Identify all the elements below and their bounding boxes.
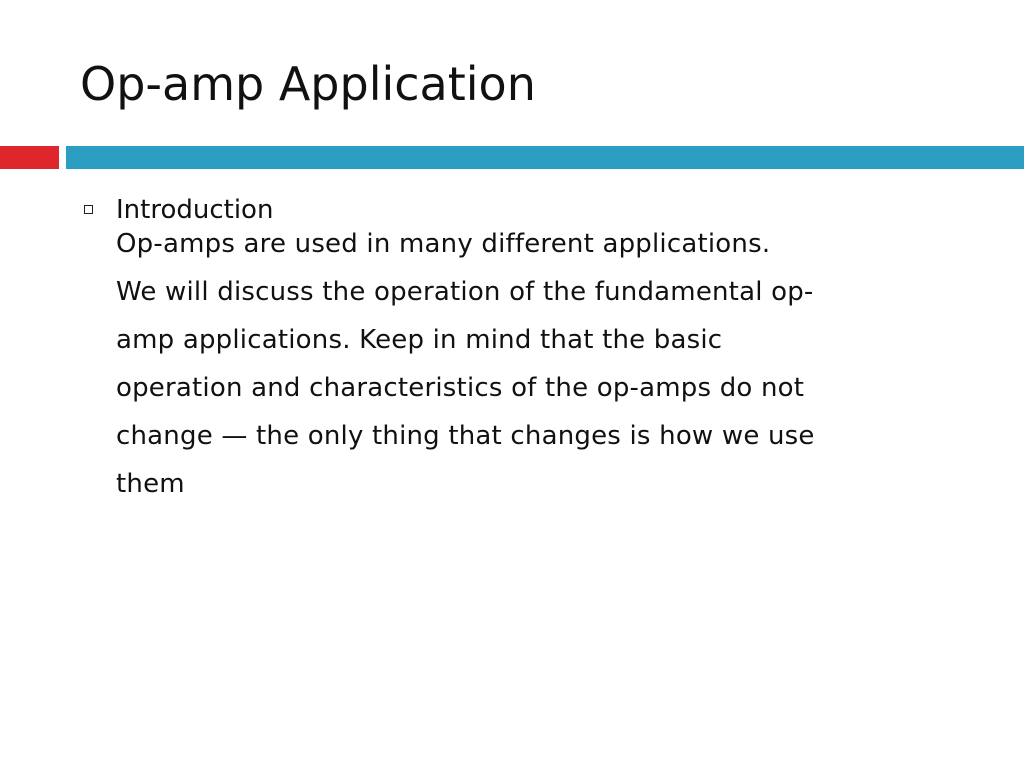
body-line: Op-amps are used in many different applications. [116, 229, 771, 259]
body-line: operation and characteristics of the op-amps do not [116, 373, 805, 403]
body-line: them [116, 469, 185, 499]
bullet-heading: Introduction [116, 195, 274, 225]
slide-title: Op-amp Application [80, 57, 536, 111]
hollow-square-bullet-icon [84, 205, 93, 214]
body-line: We will discuss the operation of the fundamental op- [116, 277, 814, 307]
title-divider [0, 146, 1024, 169]
bullet-body [116, 220, 996, 508]
body-line: amp applications. Keep in mind that the basic [116, 325, 723, 355]
title-divider-red-segment [0, 146, 59, 169]
title-divider-blue-segment [66, 146, 1024, 169]
body-line: change — the only thing that changes is how we use [116, 421, 815, 451]
